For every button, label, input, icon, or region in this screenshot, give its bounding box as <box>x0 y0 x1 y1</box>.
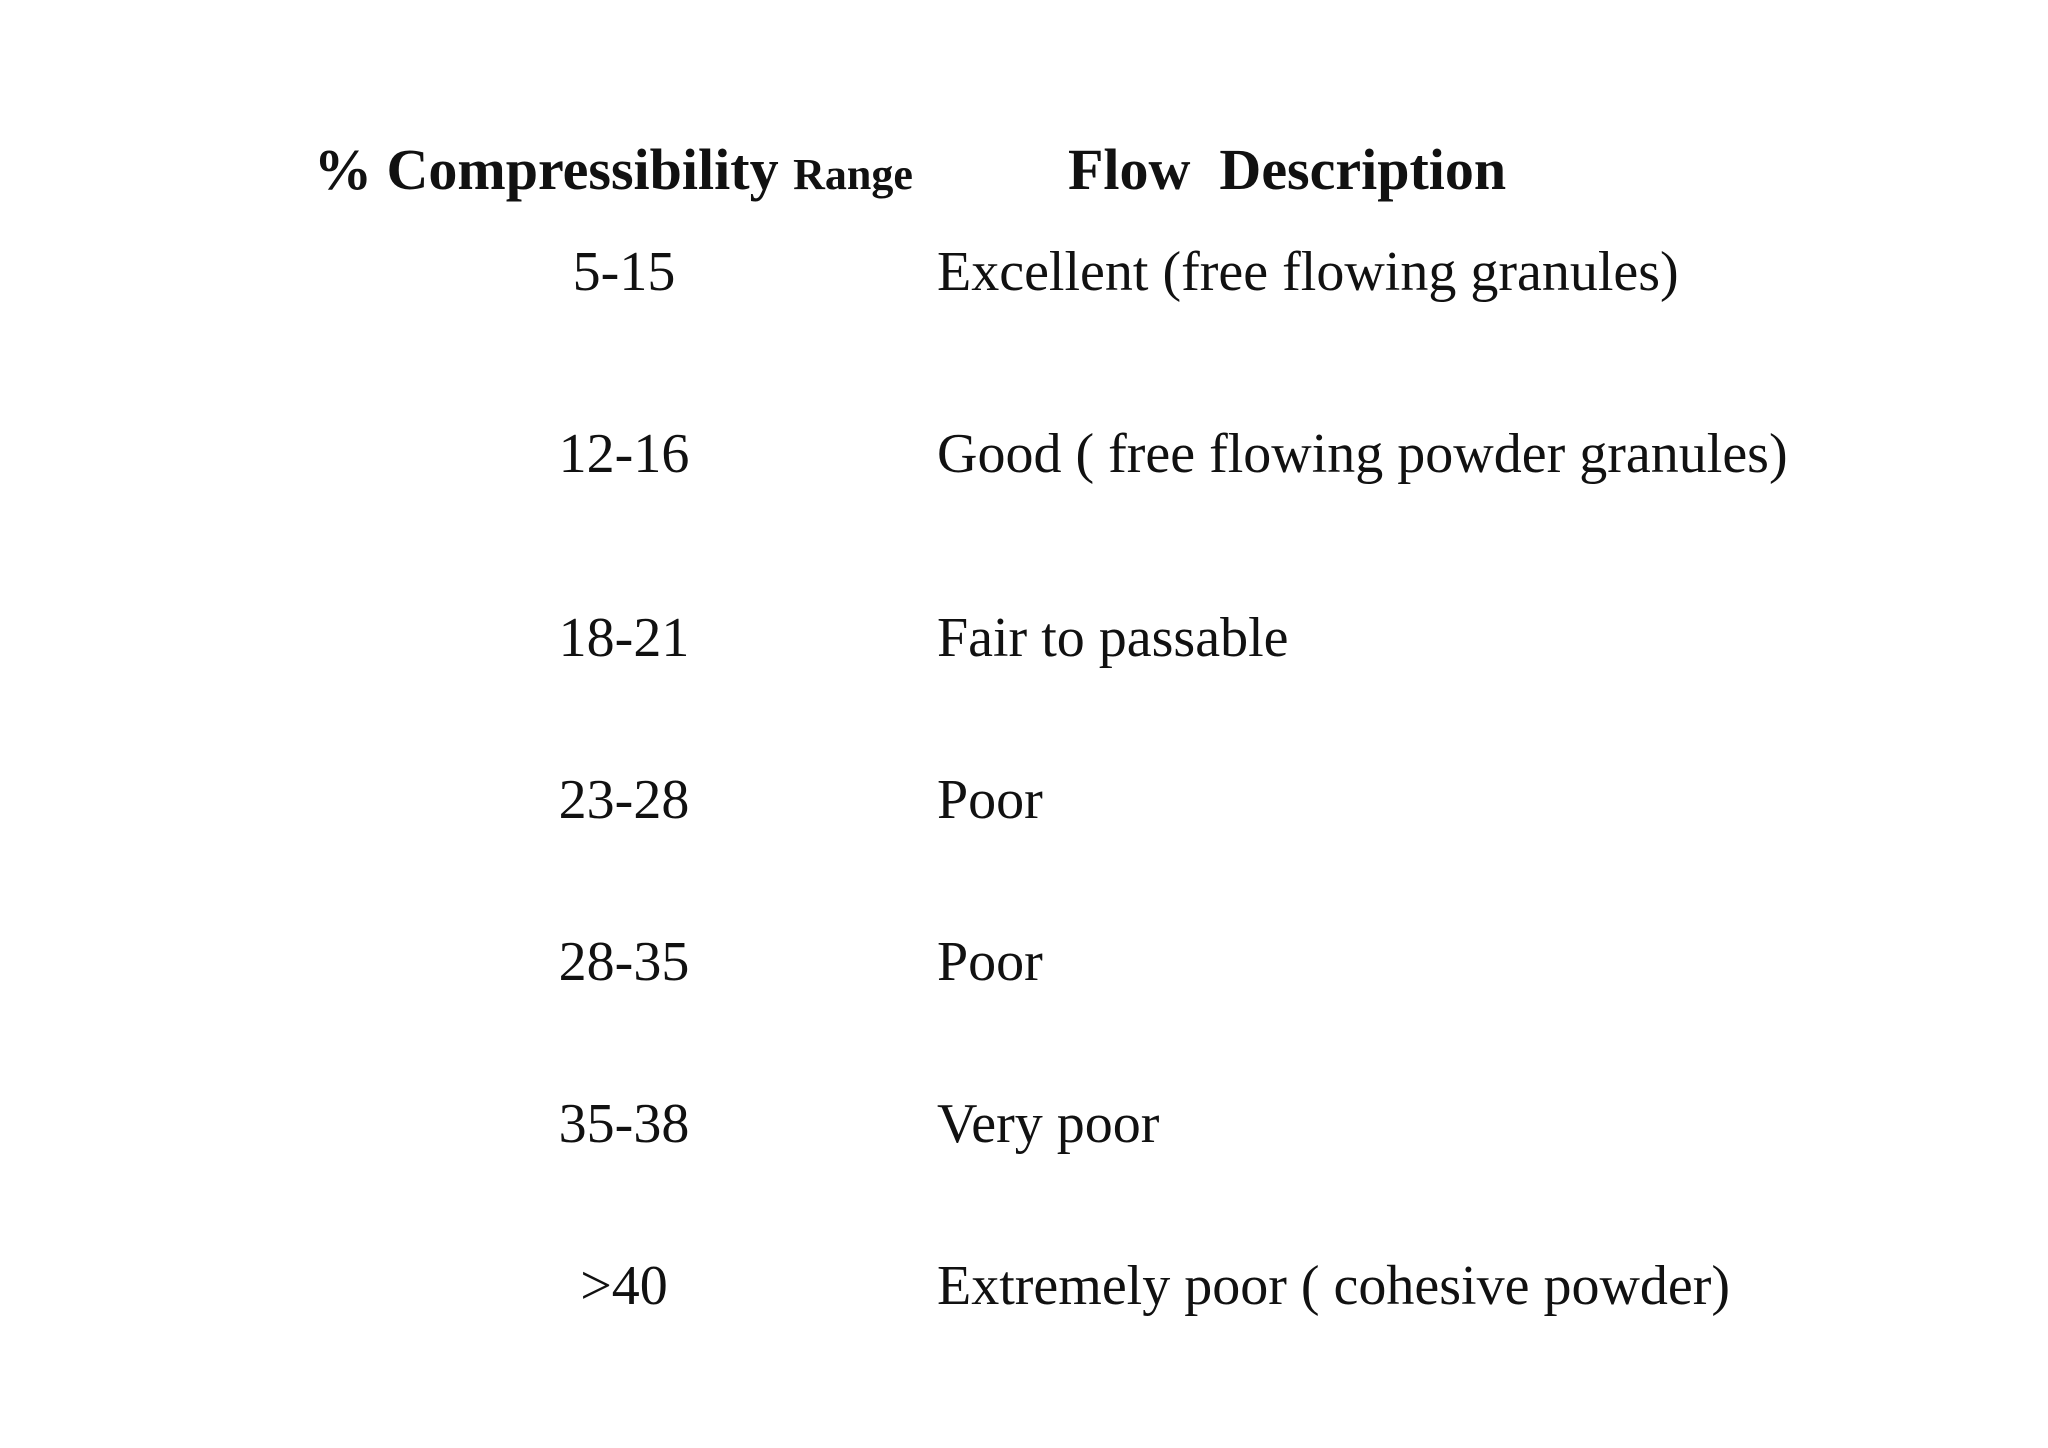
row-description: Fair to passable <box>937 607 1289 669</box>
row-description: Excellent (free flowing granules) <box>937 241 1679 303</box>
header-compressibility-label: % Compressibility <box>314 137 779 202</box>
header-flow-description: Flow Description <box>1068 137 1507 202</box>
row-description: Poor <box>937 769 1043 831</box>
row-range: >40 <box>580 1255 668 1317</box>
row-range: 28-35 <box>558 931 690 993</box>
row-range: 35-38 <box>558 1093 690 1155</box>
row-range: 5-15 <box>572 241 676 303</box>
row-description: Very poor <box>937 1093 1160 1155</box>
row-description: Poor <box>937 931 1043 993</box>
row-description: Good ( free flowing powder granules) <box>937 423 1788 485</box>
row-range: 23-28 <box>558 769 690 831</box>
header-compressibility-range <box>314 138 913 207</box>
header-range-label: Range <box>793 150 913 199</box>
row-range: 12-16 <box>558 423 690 485</box>
row-range: 18-21 <box>558 607 690 669</box>
row-description: Extremely poor ( cohesive powder) <box>937 1255 1731 1317</box>
